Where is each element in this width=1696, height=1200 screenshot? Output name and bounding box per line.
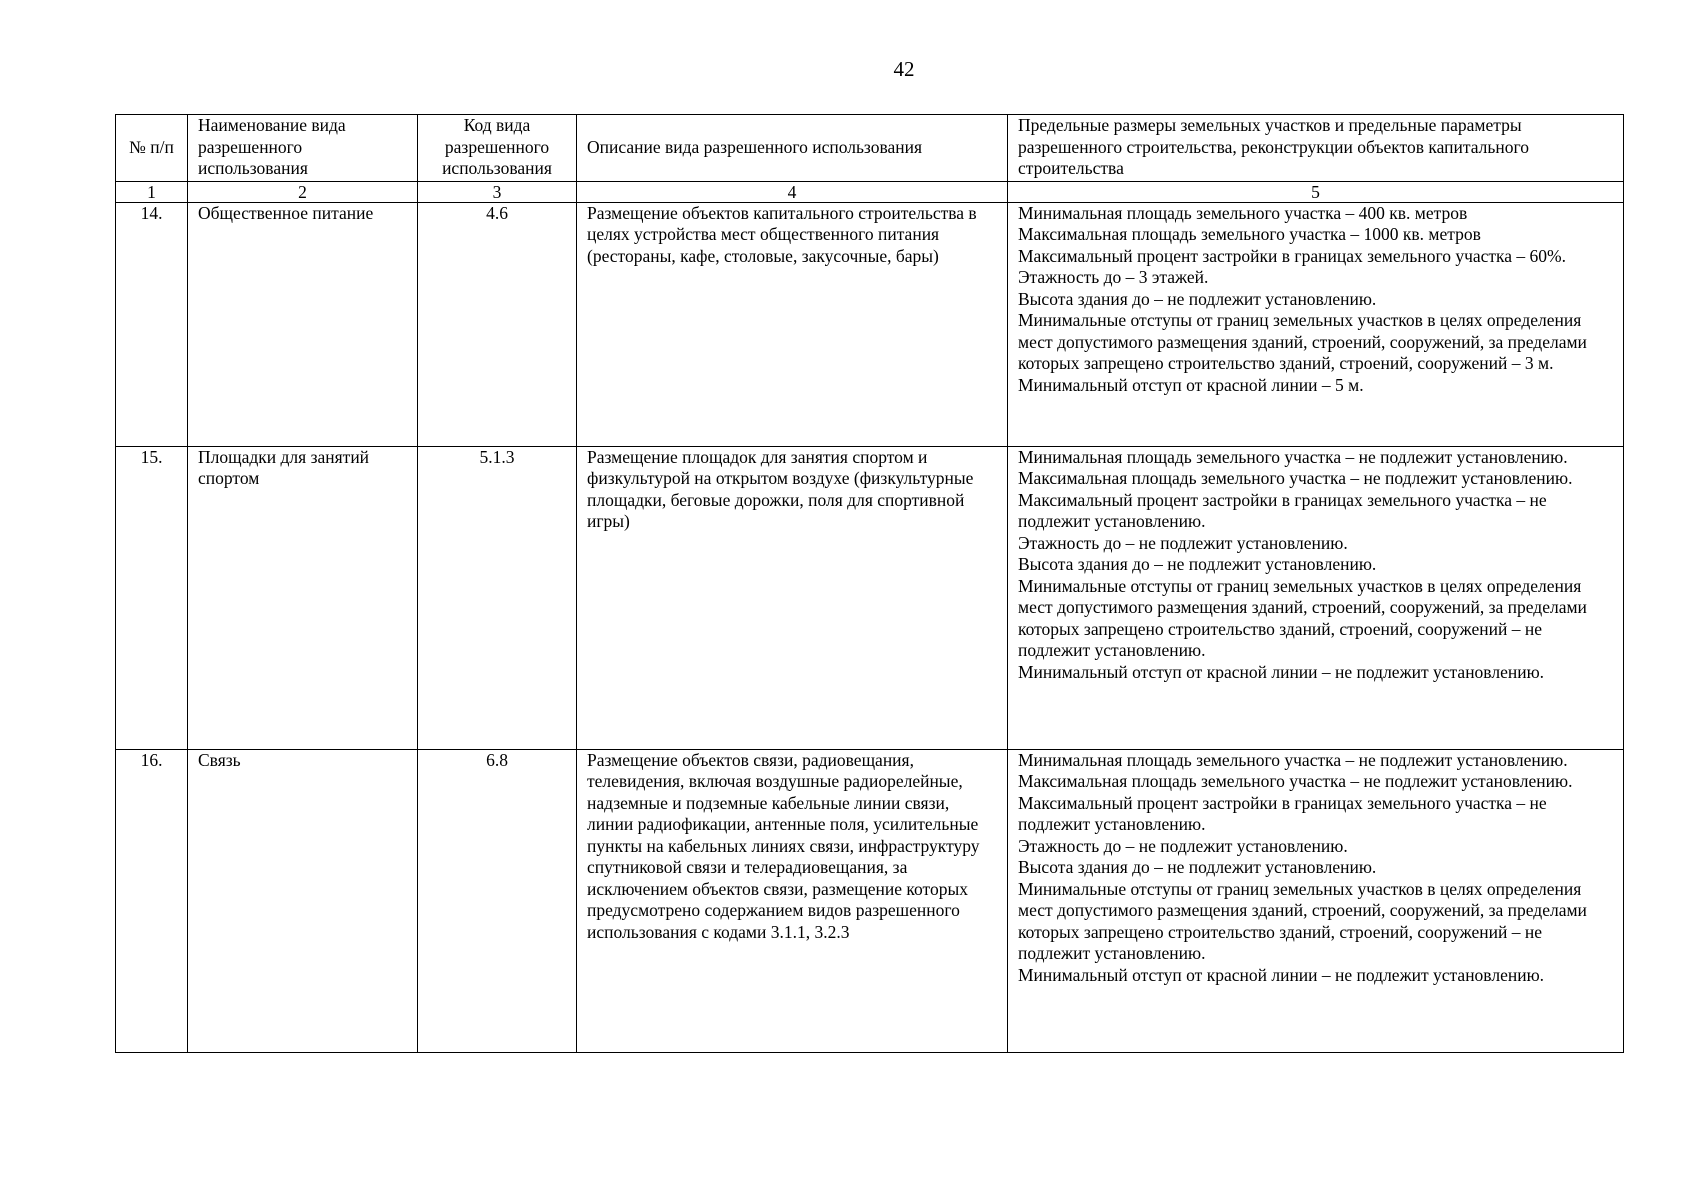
column-number: 2 [188,181,418,202]
param-max-area: Максимальная площадь земельного участка – 1000 кв. метров [1018,224,1481,244]
table-header-row [116,115,1624,182]
param-red-line-setback: Минимальный отступ от красной линии – не подлежит установлению. [1018,661,1545,682]
param-min-area: Минимальная площадь земельного участка – не подлежит установлению. [1018,749,1568,770]
header-description: Описание вида разрешенного использования [577,115,1008,182]
row-code: 5.1.3 [418,446,577,749]
param-max-area: Максимальная площадь земельного участка – не подлежит установлению. [1018,468,1573,488]
row-code: 4.6 [418,202,577,446]
param-red-line-setback: Минимальный отступ от красной линии – 5 м. [1018,374,1364,395]
column-number-row [116,181,1624,202]
land-use-table [115,114,1624,1053]
param-height: Высота здания до – не подлежит установлению. [1018,288,1377,309]
param-min-setbacks: Минимальные отступы от границ земельных участков в целях определения мест допустимого размещения зданий, строений, сооружений, за пределами которых запрещено строительство зданий, строений, сооружений – 3 м. [1018,310,1587,373]
row-code: 6.8 [418,749,577,1052]
param-height: Высота здания до – не подлежит установлению. [1018,554,1377,574]
param-min-setbacks: Минимальные отступы от границ земельных участков в целях определения мест допустимого размещения зданий, строений, сооружений, за пределами которых запрещено строительство зданий, строений, сооружений – не подлежит установлению. [1018,878,1587,963]
param-min-area: Минимальная площадь земельного участка – 400 кв. метров [1018,202,1468,223]
param-floors: Этажность до – 3 этажей. [1018,267,1209,287]
param-max-coverage: Максимальный процент застройки в границах земельного участка – не подлежит установлению. [1018,792,1547,834]
column-number: 5 [1008,181,1624,202]
column-number: 4 [577,181,1008,202]
row-name: Площадки для занятий спортом [188,446,418,749]
header-name: Наименование вида разрешенного использования [188,115,418,182]
row-num: 16. [116,749,188,1052]
param-max-coverage: Максимальный процент застройки в границах земельного участка – не подлежит установлению. [1018,489,1547,531]
row-description: Размещение объектов связи, радиовещания, телевидения, включая воздушные радиорелейные, надземные и подземные кабельные линии связи, линии радиофикации, антенные поля, усилительные пункты на кабельных линиях связи, инфраструктуру спутниковой связи и телерадиовещания, за исключением объектов связи, размещение которых предусмотрено содержанием видов разрешенного использования с кодами 3.1.1, 3.2.3 [577,749,1008,1052]
column-number: 3 [418,181,577,202]
param-floors: Этажность до – не подлежит установлению. [1018,532,1348,553]
row-description: Размещение площадок для занятия спортом и физкультурой на открытом воздухе (физкультурные площадки, беговые дорожки, поля для спортивной игры) [577,446,1008,749]
row-name: Общественное питание [188,202,418,446]
param-min-area: Минимальная площадь земельного участка – не подлежит установлению. [1018,446,1568,467]
header-code: Код вида разрешенного использования [418,115,577,182]
table-row [116,202,1624,446]
param-floors: Этажность до – не подлежит установлению. [1018,835,1348,856]
row-num: 14. [116,202,188,446]
param-height: Высота здания до – не подлежит установлению. [1018,857,1377,877]
column-number: 1 [116,181,188,202]
param-min-setbacks: Минимальные отступы от границ земельных участков в целях определения мест допустимого размещения зданий, строений, сооружений, за пределами которых запрещено строительство зданий, строений, сооружений – не подлежит установлению. [1018,575,1587,660]
param-red-line-setback: Минимальный отступ от красной линии – не подлежит установлению. [1018,964,1545,985]
page-number: 42 [893,57,915,81]
row-params [1008,446,1624,749]
row-num: 15. [116,446,188,749]
row-params [1008,749,1624,1052]
table-row [116,446,1624,749]
row-params [1008,202,1624,446]
row-description: Размещение объектов капитального строительства в целях устройства мест общественного питания (рестораны, кафе, столовые, закусочные, бары) [577,202,1008,446]
row-name: Связь [188,749,418,1052]
header-params: Предельные размеры земельных участков и предельные параметры разрешенного строительства, реконструкции объектов капитального строительства [1008,115,1624,182]
param-max-coverage: Максимальный процент застройки в границах земельного участка – 60%. [1018,245,1567,266]
header-num: № п/п [116,115,188,182]
table-row [116,749,1624,1052]
param-max-area: Максимальная площадь земельного участка – не подлежит установлению. [1018,771,1573,791]
